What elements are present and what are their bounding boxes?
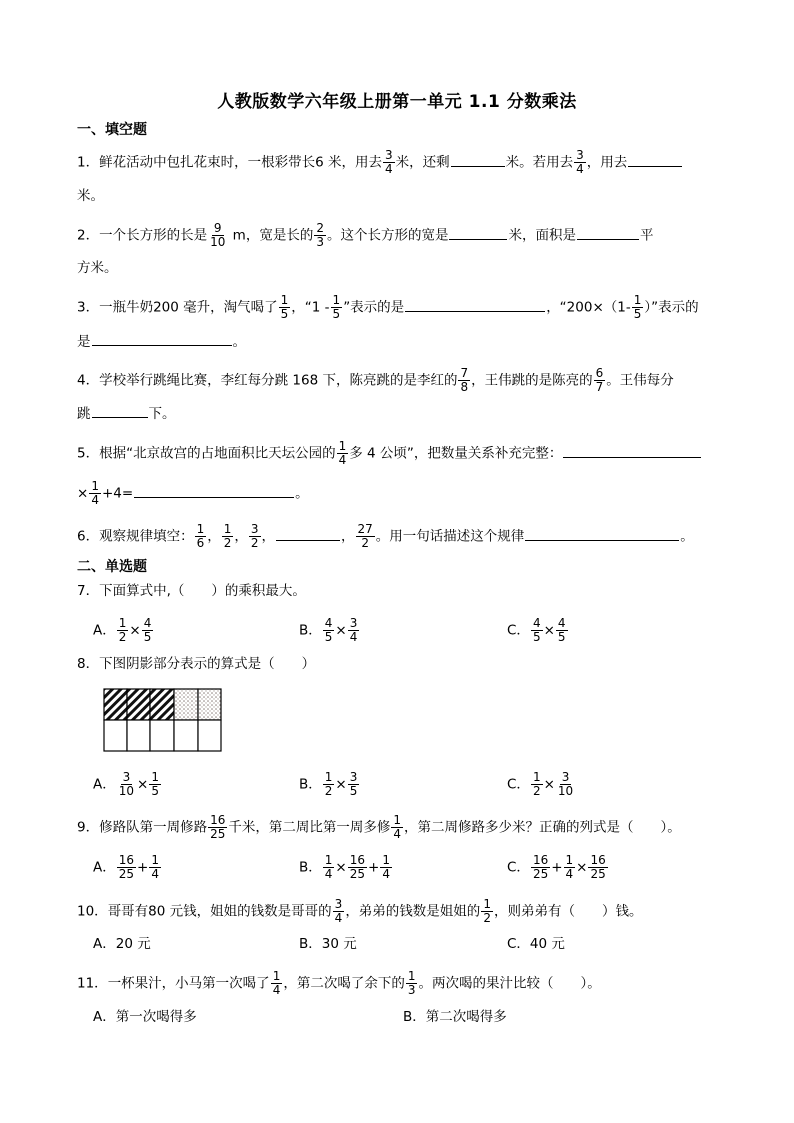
option-b[interactable]: B． $\frac{4}{5}$ × $\frac{3}{4}$ — [299, 616, 358, 644]
empty-cell — [150, 720, 174, 751]
question-number: 10． — [77, 903, 108, 920]
question-number: 9． — [77, 819, 100, 836]
option-b[interactable]: B．30 元 — [299, 936, 357, 952]
section-heading-choice: 二、单选题 — [77, 559, 147, 575]
dotted-cell — [174, 689, 198, 720]
answer-blank[interactable] — [525, 526, 679, 541]
fraction: $\frac{1}{5}$ — [280, 293, 289, 321]
fraction: $\frac{1}{2}$ — [223, 522, 232, 550]
option-c[interactable]: C． $\frac{1}{2}$ × $\frac{3}{10}$ — [507, 770, 574, 798]
fraction: $\frac{7}{8}$ — [460, 366, 469, 394]
question-2 — [77, 222, 653, 249]
question-text: 一个长方形的长是 — [99, 227, 208, 244]
answer-blank[interactable] — [276, 526, 340, 541]
option-a[interactable]: A． $\frac{3}{10}$ × $\frac{1}{5}$ — [93, 770, 159, 798]
question-text: ）”表示的 — [644, 299, 699, 316]
answer-blank[interactable] — [577, 225, 639, 240]
fraction: $\frac{1}{6}$ — [196, 522, 205, 550]
question-text: m，宽是长的 — [228, 227, 314, 244]
empty-cell — [174, 720, 198, 751]
fraction: $\frac{1}{4}$ — [272, 969, 281, 997]
question-5-cont — [77, 480, 309, 507]
question-text: ，“200×（1- — [546, 299, 631, 316]
option-c[interactable]: C．40 元 — [507, 936, 565, 952]
question-number: 7． — [77, 583, 100, 599]
question-text: 米，还剩 — [395, 154, 450, 171]
question-text: 下。 — [148, 406, 176, 422]
question-text: ，第二次喝了余下的 — [283, 975, 405, 992]
fraction: $\frac{6}{7}$ — [595, 366, 604, 394]
question-8 — [77, 654, 315, 674]
question-number: 8． — [77, 656, 100, 672]
question-text: 。 — [295, 485, 309, 502]
question-text: 是 — [77, 334, 91, 350]
question-text: ，弟弟的钱数是姐姐的 — [345, 903, 481, 920]
question-4 — [77, 367, 674, 394]
question-text: 根据“北京故宫的占地面积比天坛公园的 — [99, 445, 336, 462]
question-number: 2． — [77, 227, 100, 244]
shaded-grid-figure — [103, 688, 223, 752]
fraction: $\frac{1}{5}$ — [633, 293, 642, 321]
grid-svg — [103, 688, 223, 752]
empty-cell — [104, 720, 127, 751]
question-text: 。 — [232, 334, 246, 350]
answer-blank[interactable] — [92, 331, 232, 346]
section-heading-fill: 一、填空题 — [77, 122, 147, 138]
question-text: ，“1 - — [291, 299, 330, 316]
question-text: 。 — [680, 528, 694, 545]
page-title: 人教版数学六年级上册第一单元 1.1 分数乘法 — [217, 92, 577, 112]
grid-top-row — [104, 689, 221, 720]
option-c[interactable]: C． $\frac{16}{25}$ + $\frac{1}{4}$ × $\frac{16}{25}$ — [507, 853, 606, 881]
question-text: 一瓶牛奶200 毫升，淘气喝了 — [99, 299, 278, 316]
question-text: ，则弟弟有（ ）钱。 — [493, 903, 643, 920]
separator: ， — [234, 528, 248, 545]
question-text: 。两次喝的果汁比较（ ）。 — [418, 975, 601, 992]
fraction: $\frac{2}{3}$ — [316, 221, 324, 249]
empty-cell — [198, 720, 221, 751]
answer-blank[interactable] — [563, 443, 701, 458]
fraction: $\frac{1}{3}$ — [407, 969, 416, 997]
hatched-cell — [104, 689, 127, 720]
option-b[interactable]: B． $\frac{1}{2}$ × $\frac{3}{5}$ — [299, 770, 358, 798]
question-10 — [77, 898, 642, 925]
question-2-cont — [77, 258, 118, 278]
question-number: 1． — [77, 154, 100, 171]
empty-cell — [127, 720, 150, 751]
question-3-cont — [77, 331, 246, 352]
fraction: $\frac{3}{4}$ — [334, 897, 343, 925]
option-b[interactable]: B．第二次喝得多 — [403, 1009, 507, 1025]
hatched-cell — [127, 689, 150, 720]
option-a[interactable]: A．20 元 — [93, 936, 151, 952]
hatched-cell — [150, 689, 174, 720]
question-text: 下面算式中,（ ）的乘积最大。 — [99, 583, 306, 599]
separator: ， — [341, 528, 355, 545]
separator: ， — [207, 528, 221, 545]
question-text: × — [77, 485, 89, 502]
question-text: ，第二周修路多少米？正确的列式是（ ）。 — [404, 819, 681, 836]
question-text: ，用去 — [586, 154, 628, 171]
answer-blank[interactable] — [628, 152, 682, 167]
question-number: 6． — [77, 528, 100, 545]
fraction: $\frac{16}{25}$ — [210, 813, 226, 841]
separator: ， — [261, 528, 276, 545]
question-text: 米。若用去 — [505, 154, 574, 171]
question-7 — [77, 581, 306, 601]
question-text: 。王伟每分 — [606, 372, 674, 389]
answer-blank[interactable] — [92, 403, 148, 418]
question-text: 一杯果汁，小马第一次喝了 — [107, 975, 270, 992]
fraction: $\frac{3}{4}$ — [384, 148, 393, 176]
question-text: 修路队第一周修路 — [99, 819, 208, 836]
answer-blank[interactable] — [451, 152, 505, 167]
answer-blank[interactable] — [449, 225, 507, 240]
option-b[interactable]: B． $\frac{1}{4}$ × $\frac{16}{25}$ + $\frac{1}{4}$ — [299, 853, 390, 881]
question-text: 学校举行跳绳比赛，李红每分跳 168 下，陈亮跳的是李红的 — [99, 372, 458, 389]
fraction: $\frac{3}{4}$ — [576, 148, 584, 176]
fraction: $\frac{1}{5}$ — [332, 293, 341, 321]
question-text: 多 4 公顷”，把数量关系补充完整： — [349, 445, 563, 462]
question-1-cont — [77, 186, 104, 206]
question-number: 3． — [77, 299, 100, 316]
question-number: 4． — [77, 372, 100, 389]
question-text: 千米，第二周比第一周多修 — [228, 819, 391, 836]
fraction: $\frac{1}{4}$ — [91, 479, 99, 507]
question-text: 哥哥有80 元钱，姐姐的钱数是哥哥的 — [107, 903, 332, 920]
grid-bottom-row — [104, 720, 221, 751]
option-a[interactable]: A． $\frac{16}{25}$ + $\frac{1}{4}$ — [93, 853, 159, 881]
question-text: 。这个长方形的宽是 — [326, 227, 449, 244]
question-text: 观察规律填空： — [99, 528, 194, 545]
question-3 — [77, 294, 699, 321]
fraction: $\frac{3}{2}$ — [250, 522, 259, 550]
question-text: 米。 — [77, 188, 104, 204]
question-text: 米，面积是 — [508, 227, 576, 244]
fraction: $\frac{9}{10}$ — [210, 221, 226, 249]
question-5 — [77, 440, 702, 467]
dotted-cell — [198, 689, 221, 720]
question-number: 5． — [77, 445, 100, 462]
question-11 — [77, 970, 601, 997]
question-text: +4= — [101, 485, 134, 502]
fraction: $\frac{1}{4}$ — [338, 439, 347, 467]
question-text: ”表示的是 — [343, 299, 405, 316]
option-a[interactable]: A． $\frac{1}{2}$ × $\frac{4}{5}$ — [93, 616, 152, 644]
answer-blank[interactable] — [134, 483, 294, 498]
option-a[interactable]: A．第一次喝得多 — [93, 1009, 197, 1025]
question-6 — [77, 523, 694, 550]
question-text: 鲜花活动中包扎花束时，一根彩带长6 米，用去 — [99, 154, 382, 171]
question-text: 下图阴影部分表示的算式是（ ） — [99, 656, 316, 672]
question-text: ，王伟跳的是陈亮的 — [471, 372, 593, 389]
question-text: 。用一句话描述这个规律 — [375, 528, 525, 545]
question-4-cont — [77, 403, 176, 424]
question-1 — [77, 149, 683, 176]
fraction: $\frac{1}{4}$ — [393, 813, 402, 841]
question-text: 跳 — [77, 406, 91, 422]
option-c[interactable]: C． $\frac{4}{5}$ × $\frac{4}{5}$ — [507, 616, 566, 644]
question-text: 平 — [639, 227, 654, 244]
question-9 — [77, 814, 681, 841]
fraction: $\frac{27}{2}$ — [357, 522, 373, 550]
question-text: 方米。 — [77, 260, 118, 276]
question-number: 11． — [77, 975, 108, 992]
fraction: $\frac{1}{2}$ — [483, 897, 491, 925]
answer-blank[interactable] — [405, 297, 545, 312]
